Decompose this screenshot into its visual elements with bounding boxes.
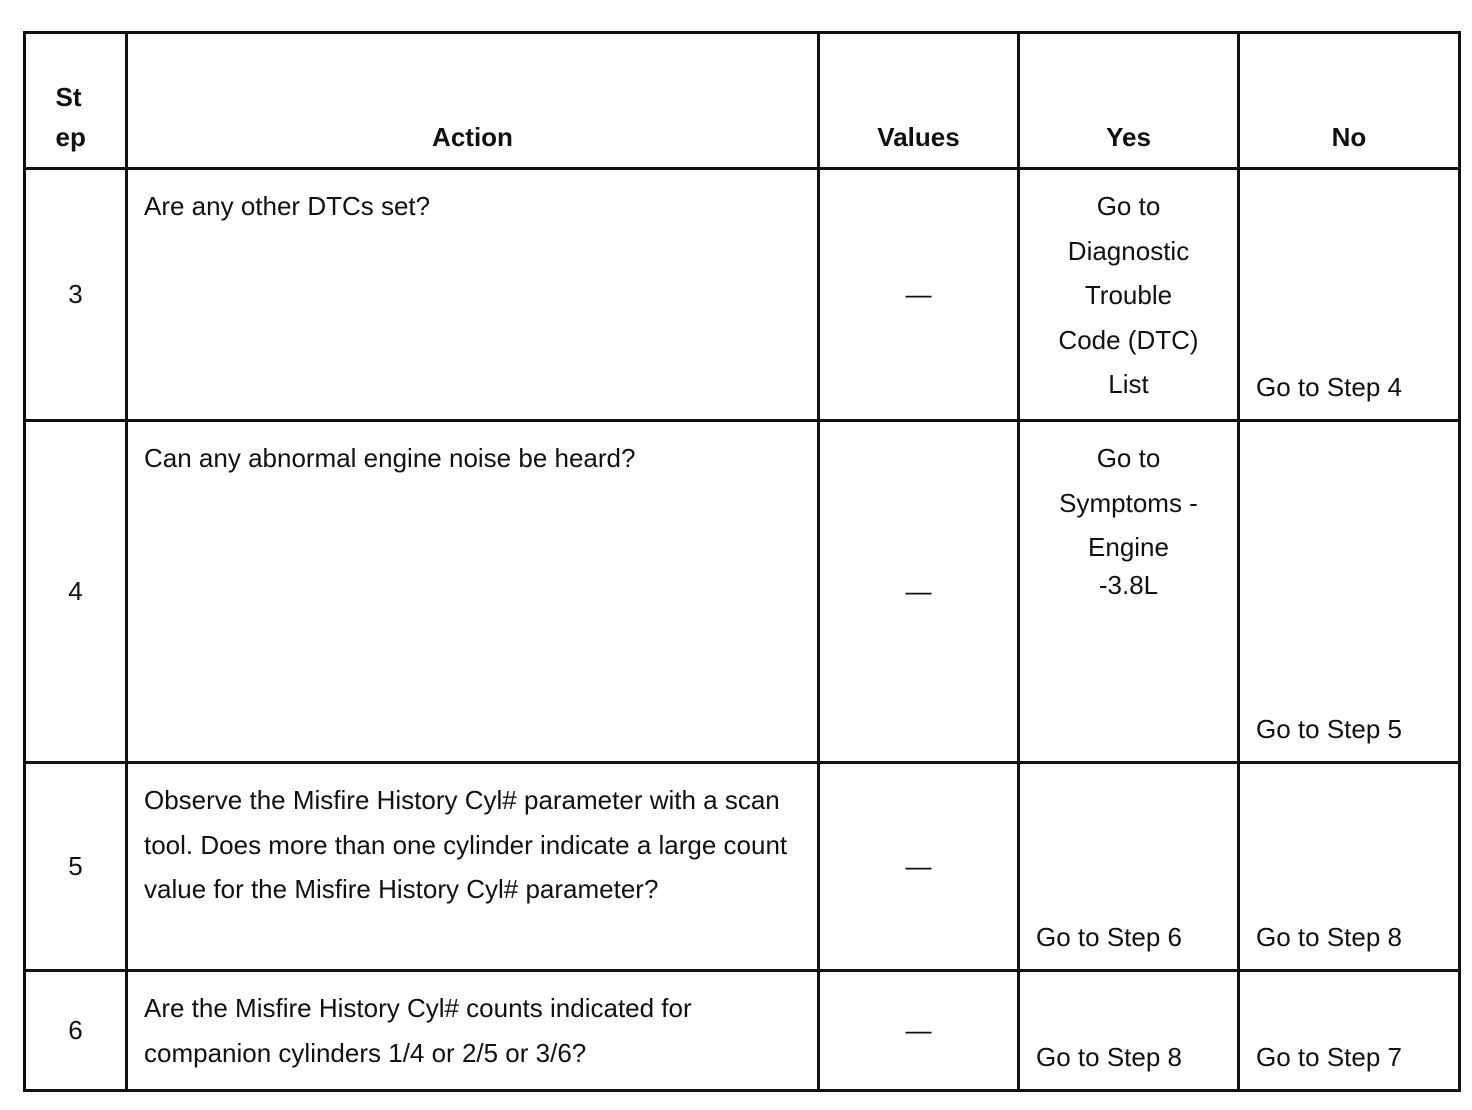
yes-cell: Go to Step 8 — [1019, 971, 1239, 1091]
header-action: Action — [127, 33, 819, 169]
no-cell: Go to Step 5 — [1239, 421, 1460, 763]
header-no: No — [1239, 33, 1460, 169]
values-cell: — — [819, 763, 1019, 971]
action-text: Are any other DTCs set? — [127, 169, 819, 421]
step-number: 3 — [25, 169, 127, 421]
no-cell: Go to Step 8 — [1239, 763, 1460, 971]
values-cell: — — [819, 169, 1019, 421]
yes-cell: Go to Step 6 — [1019, 763, 1239, 971]
table-row — [25, 169, 1460, 421]
yes-line: Engine — [1088, 532, 1169, 562]
header-values: Values — [819, 33, 1019, 169]
values-cell: — — [819, 971, 1019, 1091]
yes-line: Symptoms - — [1059, 487, 1198, 518]
yes-line: -3.8L — [1098, 569, 1159, 600]
header-step — [25, 33, 127, 169]
values-cell: — — [819, 421, 1019, 763]
action-text: Can any abnormal engine noise be heard? — [127, 421, 819, 763]
yes-line: List — [1108, 369, 1149, 399]
step-number: 4 — [25, 421, 127, 763]
action-text: Are the Misfire History Cyl# counts indicated for companion cylinders 1/4 or 2/5 or 3/6? — [127, 971, 819, 1091]
step-number: 6 — [25, 971, 127, 1091]
table-row — [25, 971, 1460, 1091]
table-header-row — [25, 33, 1460, 169]
yes-line: Code (DTC) — [1058, 324, 1199, 355]
yes-cell — [1019, 169, 1239, 421]
yes-cell — [1019, 421, 1239, 763]
yes-line: Go to — [1096, 443, 1161, 473]
diagnostic-table — [23, 31, 1461, 1092]
yes-line: Go to — [1096, 191, 1161, 221]
table-row — [25, 421, 1460, 763]
header-step-label: Step — [55, 81, 86, 152]
no-cell: Go to Step 4 — [1239, 169, 1460, 421]
no-cell: Go to Step 7 — [1239, 971, 1460, 1091]
yes-line: Diagnostic — [1067, 235, 1190, 266]
header-yes: Yes — [1019, 33, 1239, 169]
yes-line: Trouble — [1084, 280, 1173, 310]
action-text: Observe the Misfire History Cyl# parameter with a scan tool. Does more than one cylinder indicate a large count value for the Misfire History Cyl# parameter? — [127, 763, 819, 971]
step-number: 5 — [25, 763, 127, 971]
table-row — [25, 763, 1460, 971]
